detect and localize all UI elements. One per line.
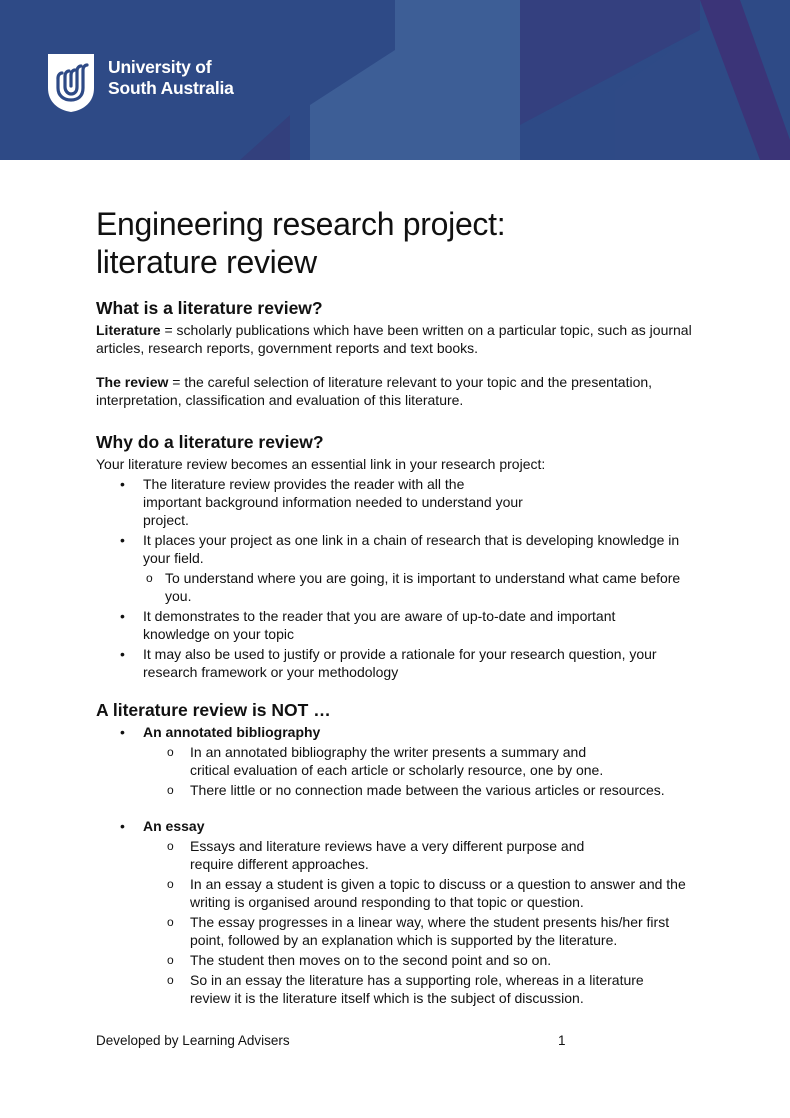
sub-list-item bbox=[143, 837, 620, 873]
section-intro: Your literature review becomes an essential link in your research project: bbox=[96, 456, 546, 472]
section-why bbox=[96, 431, 706, 681]
sub-list-item bbox=[143, 781, 706, 799]
bullet-icon: • bbox=[120, 646, 125, 662]
bullet-icon: • bbox=[120, 724, 125, 740]
list-item-text: The literature review provides the reader with all the important background information needed to understand your project. bbox=[143, 476, 523, 528]
sub-list-item-text: In an annotated bibliography the writer presents a summary and critical evaluation of each article or scholarly resource, one by one. bbox=[190, 744, 604, 778]
definition-text: = scholarly publications which have been written on a particular topic, such as journal articles, research reports, government reports and text books. bbox=[96, 322, 692, 356]
unisa-logo-icon bbox=[48, 54, 94, 112]
list-item bbox=[96, 645, 703, 681]
sub-list-item-text: Essays and literature reviews have a very different purpose and require different approaches. bbox=[190, 838, 585, 872]
definition-literature bbox=[96, 321, 706, 357]
sub-bullet-icon: o bbox=[167, 953, 174, 967]
section-heading: Why do a literature review? bbox=[96, 432, 324, 452]
sub-list-item-text: So in an essay the literature has a supporting role, whereas in a literature review it is the literature itself which is the subject of discussion. bbox=[190, 972, 644, 1006]
sub-list-item bbox=[143, 875, 706, 911]
sub-list-item bbox=[121, 569, 706, 605]
footer-credit: Developed by Learning Advisers bbox=[96, 1033, 290, 1048]
list-item-text: It demonstrates to the reader that you are aware of up-to-date and important knowledge on your topic bbox=[143, 608, 616, 642]
sub-list-item-text: There little or no connection made between the various articles or resources. bbox=[190, 782, 665, 798]
sub-bullet-list bbox=[143, 837, 706, 1007]
sub-bullet-icon: o bbox=[167, 877, 174, 891]
list-item-text: It places your project as one link in a chain of research that is developing knowledge in your field. bbox=[143, 532, 680, 566]
list-item bbox=[96, 475, 523, 529]
list-item bbox=[96, 531, 706, 605]
definition-text: = the careful selection of literature relevant to your topic and the presentation, interpretation, classification and evaluation of this literature. bbox=[96, 374, 653, 408]
list-item-text: It may also be used to justify or provide a rationale for your research question, your research framework or your methodology bbox=[143, 646, 657, 680]
section-heading: A literature review is NOT … bbox=[96, 700, 331, 720]
list-item bbox=[96, 817, 706, 1007]
sub-list-item bbox=[143, 743, 620, 779]
bullet-icon: • bbox=[120, 476, 125, 492]
university-name-line2: South Australia bbox=[108, 78, 234, 98]
sub-bullet-icon: o bbox=[167, 745, 174, 759]
list-item bbox=[96, 723, 706, 799]
definition-review bbox=[96, 373, 706, 409]
sub-bullet-icon: o bbox=[146, 571, 153, 585]
sub-bullet-list bbox=[121, 569, 706, 605]
list-item-label: An annotated bibliography bbox=[143, 724, 321, 740]
bullet-icon: • bbox=[120, 608, 125, 624]
term-literature: Literature bbox=[96, 322, 161, 338]
sub-list-item bbox=[143, 913, 706, 949]
term-review: The review bbox=[96, 374, 169, 390]
header-banner bbox=[0, 0, 790, 160]
page-title bbox=[96, 205, 706, 281]
list-item-label: An essay bbox=[143, 818, 205, 834]
page-title-line1: Engineering research project: bbox=[96, 206, 506, 242]
sub-list-item-text: In an essay a student is given a topic to discuss or a question to answer and the writing is organised around responding to that topic or question. bbox=[190, 876, 686, 910]
sub-list-item-text: To understand where you are going, it is important to understand what came before you. bbox=[165, 570, 681, 604]
section-what-is bbox=[96, 297, 706, 409]
section-heading: What is a literature review? bbox=[96, 298, 323, 318]
sub-list-item-text: The essay progresses in a linear way, where the student presents his/her first point, followed by an explanation which is supported by the literature. bbox=[190, 914, 670, 948]
section-not bbox=[96, 699, 706, 1007]
university-name bbox=[108, 57, 234, 99]
list-item bbox=[96, 607, 663, 643]
sub-list-item bbox=[143, 971, 660, 1007]
page-title-line2: literature review bbox=[96, 244, 317, 280]
page-footer bbox=[96, 1032, 696, 1050]
bullet-list bbox=[96, 475, 706, 681]
bullet-list bbox=[96, 723, 706, 1007]
document-body bbox=[96, 205, 706, 1009]
sub-bullet-icon: o bbox=[167, 783, 174, 797]
sub-list-item-text: The student then moves on to the second point and so on. bbox=[190, 952, 552, 968]
sub-bullet-icon: o bbox=[167, 839, 174, 853]
page-number: 1 bbox=[558, 1033, 566, 1048]
university-name-line1: University of bbox=[108, 57, 212, 77]
sub-bullet-icon: o bbox=[167, 973, 174, 987]
bullet-icon: • bbox=[120, 532, 125, 548]
sub-list-item bbox=[143, 951, 706, 969]
sub-bullet-list bbox=[143, 743, 706, 799]
sub-bullet-icon: o bbox=[167, 915, 174, 929]
bullet-icon: • bbox=[120, 818, 125, 834]
